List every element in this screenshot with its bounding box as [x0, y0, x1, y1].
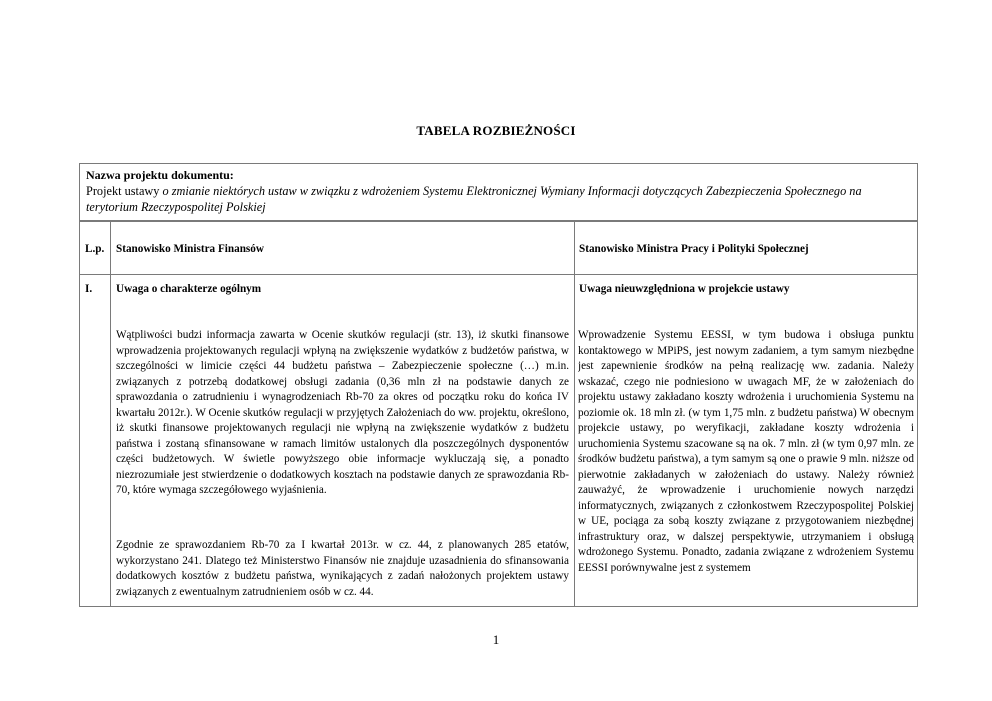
mpips-column-body	[578, 328, 914, 606]
row-number: I.	[85, 283, 93, 295]
project-label: Nazwa projektu dokumentu:	[86, 168, 234, 182]
project-title-prefix: Projekt ustawy	[86, 184, 163, 198]
column-divider	[110, 222, 111, 606]
page-title: TABELA ROZBIEŻNOŚCI	[416, 123, 576, 138]
page-number: 1	[492, 632, 500, 647]
column-divider	[574, 222, 575, 606]
header-mf: Stanowisko Ministra Finansów	[116, 243, 264, 255]
project-title	[86, 184, 909, 215]
header-mpips: Stanowisko Ministra Pracy i Polityki Społecznej	[579, 243, 809, 255]
mpips-paragraph: Wprowadzenie Systemu EESSI, w tym budowa i obsługa punktu kontaktowego w MPiPS, jest nowym zadaniem, a tym samym niezbędne jest zapewnienie środków na pełną realizację ww. zadania. Należy wskazać, czego nie podniesiono w uwagach MF, że w założeniach do projektu ustawy zakładano koszty wdrożenia i uruchomienia Systemu na poziomie ok. 18 mln zł. (w tym 1,75 mln. z budżetu państwa) W obecnym projekcie ustawy, po weryfikacji, zakładane koszty wdrożenia i uruchomienia Systemu szacowane są na ok. 7 mln. zł (w tym 0,97 mln. ze środków budżetu państwa), a tym samym są one o prawie 9 mln. niższe od pierwotnie zakładanych w założeniach do ustawy. Należy również zauważyć, że wprowadzenie i uruchomienie nowych narzędzi informatycznych, związanych z członkostwem Rzeczypospolitej Polskiej w UE, pociąga za sobą koszty związane z przygotowaniem niezbędnej infrastruktury oraz, w dalszej perspektywie, utrzymaniem i obsługą wdrożonego Systemu. Ponadto, zadania związane z wdrożeniem Systemu EESSI porównywalne jest z systemem	[578, 329, 914, 574]
mf-paragraph-1: Wątpliwości budzi informacja zawarta w Ocenie skutków regulacji (str. 13), iż skutki finansowe wprowadzenia projektowanych regulacji wpłyną na zwiększenie wydatków z budżetów państwa, w szczególności w limicie części 44 budżetu państwa – Zabezpieczenie społeczne (…) m.in. związanych z potrzebą dodatkowej obsługi zadania (0,36 mln zł na podstawie danych ze sprawozdania o zatrudnieniu i wynagrodzeniach Rb-70 za okres od początku roku do końca IV kwartału 2012r.). W Ocenie skutków regulacji w przyjętych Założeniach do ww. projektu, określono, iż skutki finansowe projektowanych regulacji nie wpłyną na zwiększenie wydatków z budżetu państwa i zostaną sfinansowane w ramach limitów ustalonych dla poszczególnych dysponentów części budżetowych. W świetle powyższego obie informacje wykluczają się, a ponadto niezrozumiałe jest stwierdzenie o dodatkowych kosztach na podstawie danych ze sprawozdania Rb-70, które wymaga szczegółowego wyjaśnienia.	[116, 329, 569, 496]
mpips-heading: Uwaga nieuwzględniona w projekcie ustawy	[579, 283, 790, 295]
mf-heading: Uwaga o charakterze ogólnym	[116, 283, 262, 295]
project-name-box	[79, 163, 918, 221]
row-divider	[80, 274, 917, 275]
mf-paragraph-2: Zgodnie ze sprawozdaniem Rb-70 za I kwartał 2013r. w cz. 44, z planowanych 285 etatów, wykorzystano 241. Dlatego też Ministerstwo Finansów nie znajduje uzasadnienia do sfinansowania dodatkowych kosztów z budżetu państwa, wynikających z zadań nałożonych projektem ustawy związanych z ewentualnym zatrudnieniem osób w cz. 44.	[116, 539, 569, 598]
header-lp: L.p.	[85, 243, 105, 255]
discrepancy-table	[79, 221, 918, 607]
project-title-italic: o zmianie niektórych ustaw w związku z wdrożeniem Systemu Elektronicznej Wymiany Informacji dotyczących Zabezpieczenia Społecznego na terytorium Rzeczypospolitej Polskiej	[86, 184, 862, 214]
